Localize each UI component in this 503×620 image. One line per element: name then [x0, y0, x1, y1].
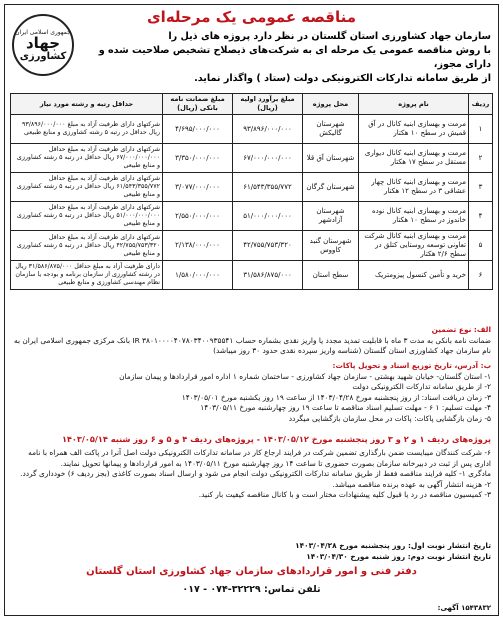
- row-no: ۶: [469, 261, 493, 290]
- table-row: [11, 231, 493, 261]
- guarantee-section: [12, 325, 491, 357]
- address-title: ب: آدرس، تاریخ توزیع اسناد و تحویل پاکات:: [332, 361, 491, 370]
- row-guarantee: ۲/۱۳۸/۰۰۰/۰۰۰: [163, 231, 233, 261]
- row-no: ۳: [469, 173, 493, 202]
- row-project-name: مرمت و بهسازی ابنیه کانال چهار عشاقی ۳ در سطح ۱۲ هکتار: [359, 173, 469, 202]
- address-line: ۵- زمان بازگشایی پاکات: پاکات در محل سازمان بازگشایی میگردد: [288, 413, 491, 423]
- row-estimate: ۶۱/۵۴۳/۳۵۵/۷۷۲: [233, 173, 303, 202]
- guarantee-text: ضمانت نامه بانکی به مدت ۳ ماه با قابلیت تمدید مجدد یا واریز نقدی بشماره حساب IR ۳۸۰۱۰۰۰۰۴۰۷۸۰۳۴۰۰۹۳۵۵۴۱ بانک مرکزی جمهوری اسلامی ایران به نام سازمان جهاد کشاورزی استان گلستان (شناسه واریز سپرده نقدی حدود ۳۰ روز میباشد): [14, 335, 491, 355]
- table-header-row: [11, 94, 493, 115]
- note-line: مادگری ۱- کلیه فرایند مناقصه فقط از طریق سامانه تدارکات الکترونیکی دولت انجام می شود و ارسال اسناد بصورت کاغذی (بجز ردیف ۶) خودداری گردد.: [20, 469, 491, 478]
- row-guarantee: ۱/۵۸۰/۰۰۰/۰۰۰: [163, 261, 233, 290]
- address-section: [12, 361, 491, 424]
- header-estimate: مبلغ برآورد اولیه (ریال): [233, 94, 303, 115]
- intro-line: با روش مناقصه عمومی یک مرحله ای به شرکت‌های ذیصلاح تشخیص صلاحیت شده و دارای مجوز،: [98, 45, 491, 70]
- row-requirement: شرکتهای دارای ظرفیت آزاد به مبلغ حداقل ۵۱/۰۰۰/۰۰۰/۰۰۰ ریال حداقل در رتبه ۵ رشته کشاورزی و منابع طبیعی: [11, 202, 163, 231]
- row-guarantee: ۳/۳۵۰/۰۰۰/۰۰۰: [163, 144, 233, 173]
- row-guarantee: ۴/۶۹۵/۰۰۰/۰۰۰: [163, 115, 233, 144]
- table-row: [11, 173, 493, 202]
- header-place: محل پروژه: [303, 94, 359, 115]
- table-row: [11, 202, 493, 231]
- row-project-name: مرمت و بهسازی ابنیه کانال شرکت تعاونی توسعه روستایی کتلق در سطح ۲/۶ هکتار: [359, 231, 469, 261]
- row-no: ۱: [469, 115, 493, 144]
- logo-sub-text: کشاورزی: [19, 50, 67, 62]
- footer-office: دفتر فنی و امور قراردادهای سازمان جهاد کشاورزی استان گلستان: [86, 566, 417, 577]
- ad-code: ۱۵۴۳۸۳۲ آگهی:: [437, 604, 491, 612]
- jahad-logo: [12, 14, 74, 76]
- note-line: ۲- هزینه انتشار آگهی به عهده برنده مناقصه میباشد.: [332, 479, 491, 489]
- row-place: شهرستان گنبد کاووس: [303, 231, 359, 261]
- logo-top-text: جمهوری اسلامی ایران: [15, 28, 71, 36]
- header-name: نام پروژه: [359, 94, 469, 115]
- table-row: [11, 115, 493, 144]
- opening-dates: پروژه‌های ردیف ۱ و ۲ و ۳ روز پنجشنبه مورخ ۱۴۰۳/۰۵/۱۲ - پروژه‌های ردیف ۴ و ۵ و ۶ روز شنبه ۱۴۰۳/۰۵/۱۴: [61, 434, 491, 444]
- row-requirement: شرکتهای دارای ظرفیت آزاد به مبلغ حداقل ۶۱/۵۴۳/۳۵۵/۷۷۲ ریال حداقل در رتبه ۵ رشته کشاورزی و منابع طبیعی: [11, 173, 163, 202]
- address-line: ۲- از طریق سامانه تدارکات الکترونیکی دولت: [352, 382, 491, 391]
- row-no: ۵: [469, 231, 493, 261]
- row-place: شهرستان آق قلا: [303, 144, 359, 173]
- header-guarantee: مبلغ ضمانت نامه بانکی (ریال): [163, 94, 233, 115]
- table-row: [11, 144, 493, 173]
- row-project-name: مرمت و بهسازی ابنیه کانال نوده خاندوز در سطح ۱۰ هکتار: [359, 202, 469, 231]
- row-guarantee: ۲/۵۵۰/۰۰۰/۰۰۰: [163, 202, 233, 231]
- row-guarantee: ۳/۰۷۷/۰۰۰/۰۰۰: [163, 173, 233, 202]
- publish-date-1: تاریخ انتشار نوبت اول: روز پنجشنبه مورخ ۱۴۰۳/۰۴/۲۸: [295, 541, 491, 550]
- note-line: ۶- شرکت کنندگان میبایست ضمن بارگذاری تضمین شرکت در فرایند ارجاع کار در سامانه تدارکات الکترونیکی دولت اصل آنرا در پاکت الف همراه با نامه اداری پس از ثبت در دبیرخانه سازمان بصورت حضوری تا ساعت ۱۴ روز چهارشنبه مورخ ۱۴۰۳/۰۵/۱۱ به امور قراردادها و پیمانها تحویل نمایند.: [28, 448, 491, 468]
- footer-phone: تلفن تماس: ۳۲۲۲۹-۰۷۴ - ۰۱۷: [182, 584, 321, 595]
- row-requirement: شرکتهای دارای ظرفیت آزاد به مبلغ حداقل ۴۲/۷۵۵/۷۵۳/۳۲۰ ریال حداقل در رتبه ۵ رشته کشاورزی و منابع طبیعی: [11, 231, 163, 261]
- publish-date-2: تاریخ انتشار نوبت دوم: روز شنبه مورخ ۱۴۰۳/۰۴/۳۰: [306, 551, 491, 561]
- row-place: شهرستان گرگان: [303, 173, 359, 202]
- address-line: ۱- استان گلستان- خیابان شهید بهشتی - سازمان جهاد کشاورزی - ساختمان شماره ۱ اداره امور قراردادها و پیمان سازمان: [119, 371, 491, 381]
- row-requirement: دارای ظرفیت آزاد به مبلغ حداقل ۳۱/۵۸۶/۸۷۵/۰۰۰ ریال در رشته کشاورزی از سازمان برنامه و بودجه یا سازمان نظام مهندسی کشاورزی و منابع طبیعی: [11, 261, 163, 290]
- logo-main-text: جهاد: [25, 33, 61, 52]
- table-row: [11, 261, 493, 290]
- row-estimate: ۳۱/۵۸۶/۸۷۵/۰۰۰: [233, 261, 303, 290]
- guarantee-title: الف: نوع تضمین: [431, 325, 491, 334]
- header-requirement: حداقل رتبه و رشته مورد نیاز: [11, 94, 163, 115]
- row-estimate: ۹۳/۸۹۶/۰۰۰/۰۰۰: [233, 115, 303, 144]
- notice-intro: [80, 30, 491, 86]
- notes-section: [12, 448, 491, 501]
- row-estimate: ۶۷/۰۰۰/۰۰۰/۰۰۰: [233, 144, 303, 173]
- row-place: شهرستان گالیکش: [303, 115, 359, 144]
- row-estimate: ۵۱/۰۰۰/۰۰۰/۰۰۰: [233, 202, 303, 231]
- intro-line: سازمان جهاد کشاورزی استان گلستان در نظر دارد پروژه های ذیل را: [168, 31, 491, 42]
- notice-title: مناقصه عمومی یک مرحله‌ای: [146, 8, 357, 26]
- row-project-name: مرمت و بهسازی ابنیه کانال در آق قمیش در سطح ۱۰ هکتار: [359, 115, 469, 144]
- header-no: ردیف: [469, 94, 493, 115]
- projects-table: [10, 93, 493, 290]
- row-requirement: شرکتهای دارای ظرفیت آزاد به مبلغ حداقل ۶۷/۰۰۰/۰۰۰/۰۰۰ ریال حداقل در رتبه ۵ رشته کشاورزی و منابع طبیعی: [11, 144, 163, 173]
- row-estimate: ۴۲/۷۵۵/۷۵۳/۳۲۰: [233, 231, 303, 261]
- row-no: ۴: [469, 202, 493, 231]
- row-place: سطح استان: [303, 261, 359, 290]
- row-project-name: خرید و تأمین کنسول پیزومتریک: [359, 261, 469, 290]
- address-line: ۳- زمان دریافت اسناد: از روز پنجشنبه مورخ ۱۴۰۳/۰۴/۲۸ از ساعت ۱۹ روز یکشنبه مورخ ۱۴۰۳/۰۵/۰۱: [181, 392, 491, 402]
- row-place: شهرستان آزادشهر: [303, 202, 359, 231]
- publish-dates: [12, 541, 491, 562]
- address-line: ۴- مهلت تسلیم: ۱ ۶ - مهلت تسلیم اسناد مناقصه تا ساعت ۱۹ روز چهارشنبه مورخ ۱۴۰۳/۰۵/۱۱: [200, 403, 491, 412]
- row-project-name: مرمت و بهسازی ابنیه کانال دیواری مستقل در سطح ۱۷ هکتار: [359, 144, 469, 173]
- intro-line: از طریق سامانه تدارکات الکترونیکی دولت (ستاد ) واگذار نماید.: [194, 73, 491, 84]
- note-line: ۳- کمیسیون مناقصه در رد یا قبول کلیه پیشنهادات مختار است و با کانال مناقصه کیفیت بار کنید.: [198, 490, 491, 499]
- row-no: ۲: [469, 144, 493, 173]
- row-requirement: شرکتهای دارای ظرفیت آزاد به مبلغ ۹۳/۸۹۶/۰۰۰/۰۰۰ ریال حداقل در رتبه ۵ رشته کشاورزی و منابع طبیعی: [11, 115, 163, 144]
